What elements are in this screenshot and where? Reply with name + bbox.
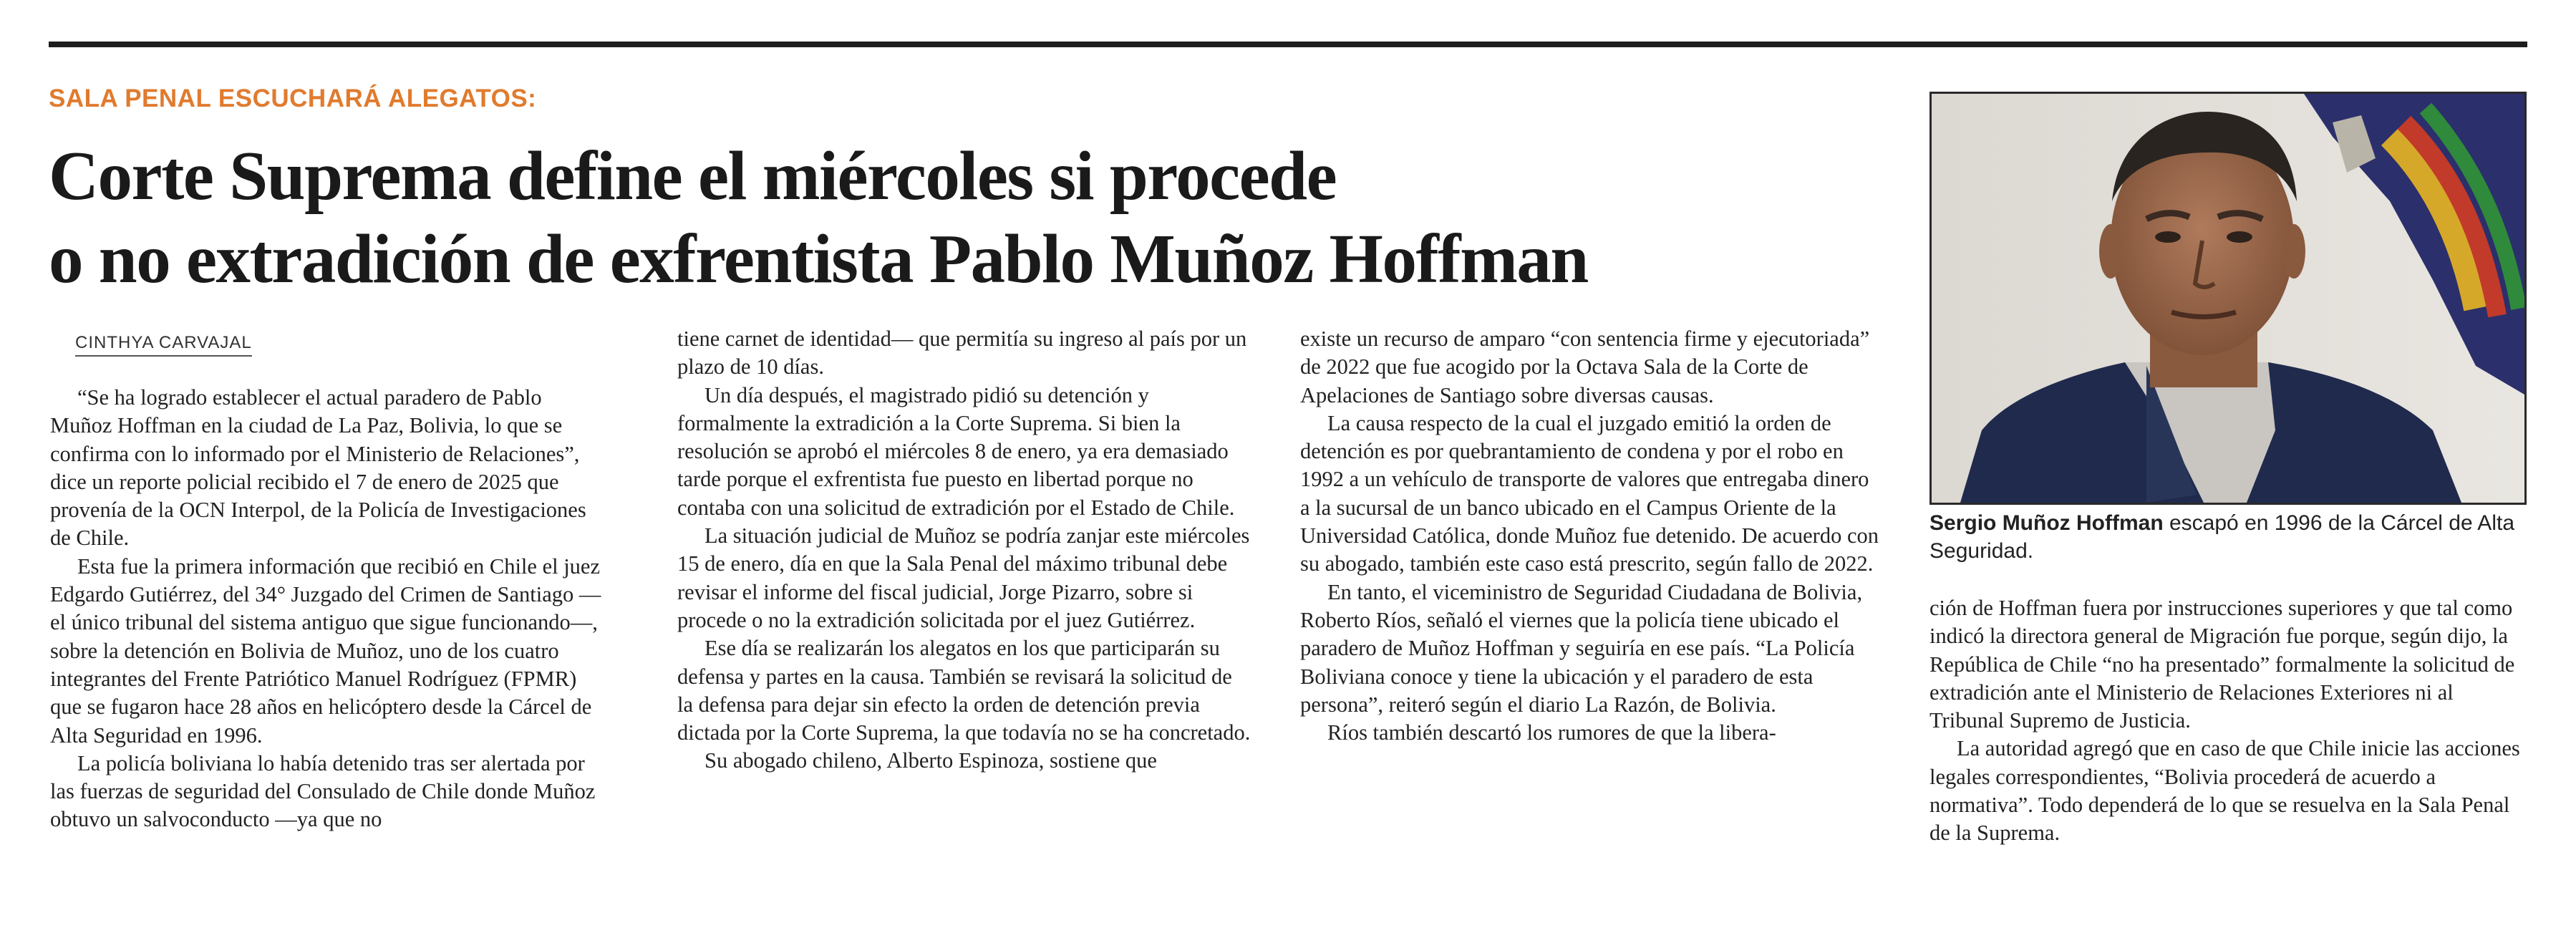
portrait-photo: [1929, 92, 2527, 505]
paragraph: Un día después, el magistrado pidió su detención y formalmente la extradición a la Corte Suprema. Si bien la resolución se aprobó el miércoles 8 de enero, ya era demasiado tarde porque el exfrentista fue puesto en libertad porque no contaba con una solicitud de extradición por el Estado de Chile.: [677, 382, 1235, 520]
article-column-3: [1300, 325, 1880, 747]
paragraph: La situación judicial de Muñoz se podría zanjar este miércoles 15 de enero, día en que la Sala Penal del máximo tribunal debe revisar el informe del fiscal judicial, Jorge Pizarro, sobre si procede o no la extradición solicitada por el juez Gutiérrez.: [677, 523, 1250, 632]
caption-text: escapó en 1996 de la Cárcel de Alta Seguridad.: [1929, 511, 2514, 563]
article-column-2: [677, 325, 1251, 775]
kicker: SALA PENAL ESCUCHARÁ ALEGATOS:: [49, 84, 537, 112]
article-column-4: [1929, 594, 2528, 848]
paragraph: “Se ha logrado establecer el actual paradero de Pablo Muñoz Hoffman en la ciudad de La Paz, Bolivia, lo que se confirma con lo informado por el Ministerio de Relaciones”, dice un reporte policial recibido el 7 de enero de 2025 que provenía de la OCN Interpol, de la Policía de Investigaciones de Chile.: [50, 385, 586, 551]
top-rule: [49, 42, 2527, 47]
paragraph: La causa respecto de la cual el juzgado emitió la orden de detención es por quebrantamiento de condena y por el robo en 1992 a un vehículo de transporte de valores que entregaba dinero a la sucursal de un banco ubicado en el Campus Oriente de la Universidad Católica, donde Muñoz fue detenido. De acuerdo con su abogado, también este caso está prescrito, según fallo de 2022.: [1300, 410, 1879, 576]
paragraph-continued: ción de Hoffman fuera por instrucciones superiores y que tal como indicó la directora general de Migración fue porque, según dijo, la República de Chile “no ha presentado” formalmente la solicitud de extradición ante el Ministerio de Relaciones Exteriores ni al Tribunal Supremo de Justicia.: [1929, 596, 2515, 733]
photo-caption: [1929, 509, 2531, 565]
paragraph: En tanto, el viceministro de Seguridad Ciudadana de Bolivia, Roberto Ríos, señaló el viernes que la policía tiene ubicado el paradero de Muñoz Hoffman y seguiría en ese país. “La Policía Boliviana conoce y tiene la ubicación y el paradero de esta persona”, reiteró según el diario La Razón, de Bolivia.: [1300, 579, 1863, 717]
paragraph: La autoridad agregó que en caso de que Chile inicie las acciones legales correspondientes, “Bolivia procederá de acuerdo a normativa”. Todo dependerá de lo que se resuelva en la Sala Penal de la Suprema.: [1929, 736, 2520, 846]
article-column-1: [50, 384, 609, 834]
headline: [49, 135, 1839, 301]
headline-line-1: Corte Suprema define el miércoles si procede: [49, 137, 1337, 214]
portrait-illustration: [1932, 94, 2524, 503]
paragraph: Ese día se realizarán los alegatos en los que participarán su defensa y partes en la causa. También se revisará la solicitud de la defensa para dejar sin efecto la orden de detención previa dictada por la Corte Suprema, la que todavía no se ha concretado.: [677, 636, 1251, 745]
byline: CINTHYA CARVAJAL: [75, 333, 252, 357]
paragraph: La policía boliviana lo había detenido tras ser alertada por las fuerzas de seguridad del Consulado de Chile donde Muñoz obtuvo un salvoconducto —ya que no: [50, 750, 596, 832]
paragraph-continued: existe un recurso de amparo “con sentencia firme y ejecutoriada” de 2022 que fue acogido por la Octava Sala de la Corte de Apelaciones de Santiago sobre diversas causas.: [1300, 327, 1870, 407]
caption-name: Sergio Muñoz Hoffman: [1929, 511, 2164, 535]
headline-line-2: o no extradición de exfrentista Pablo Muñoz Hoffman: [49, 221, 1588, 297]
paragraph: Esta fue la primera información que recibió en Chile el juez Edgardo Gutiérrez, del 34° Juzgado del Crimen de Santiago —el único tribunal del sistema antiguo que sigue funcionando—, sobre la detención en Bolivia de Muñoz, uno de los cuatro integrantes del Frente Patriótico Manuel Rodríguez (FPMR) que se fugaron hace 28 años en helicóptero desde la Cárcel de Alta Seguridad en 1996.: [50, 553, 601, 748]
paragraph: Su abogado chileno, Alberto Espinoza, sostiene que: [704, 748, 1157, 773]
paragraph: Ríos también descartó los rumores de que la libera-: [1327, 720, 1776, 745]
paragraph-continued: tiene carnet de identidad— que permitía su ingreso al país por un plazo de 10 días.: [677, 327, 1247, 379]
